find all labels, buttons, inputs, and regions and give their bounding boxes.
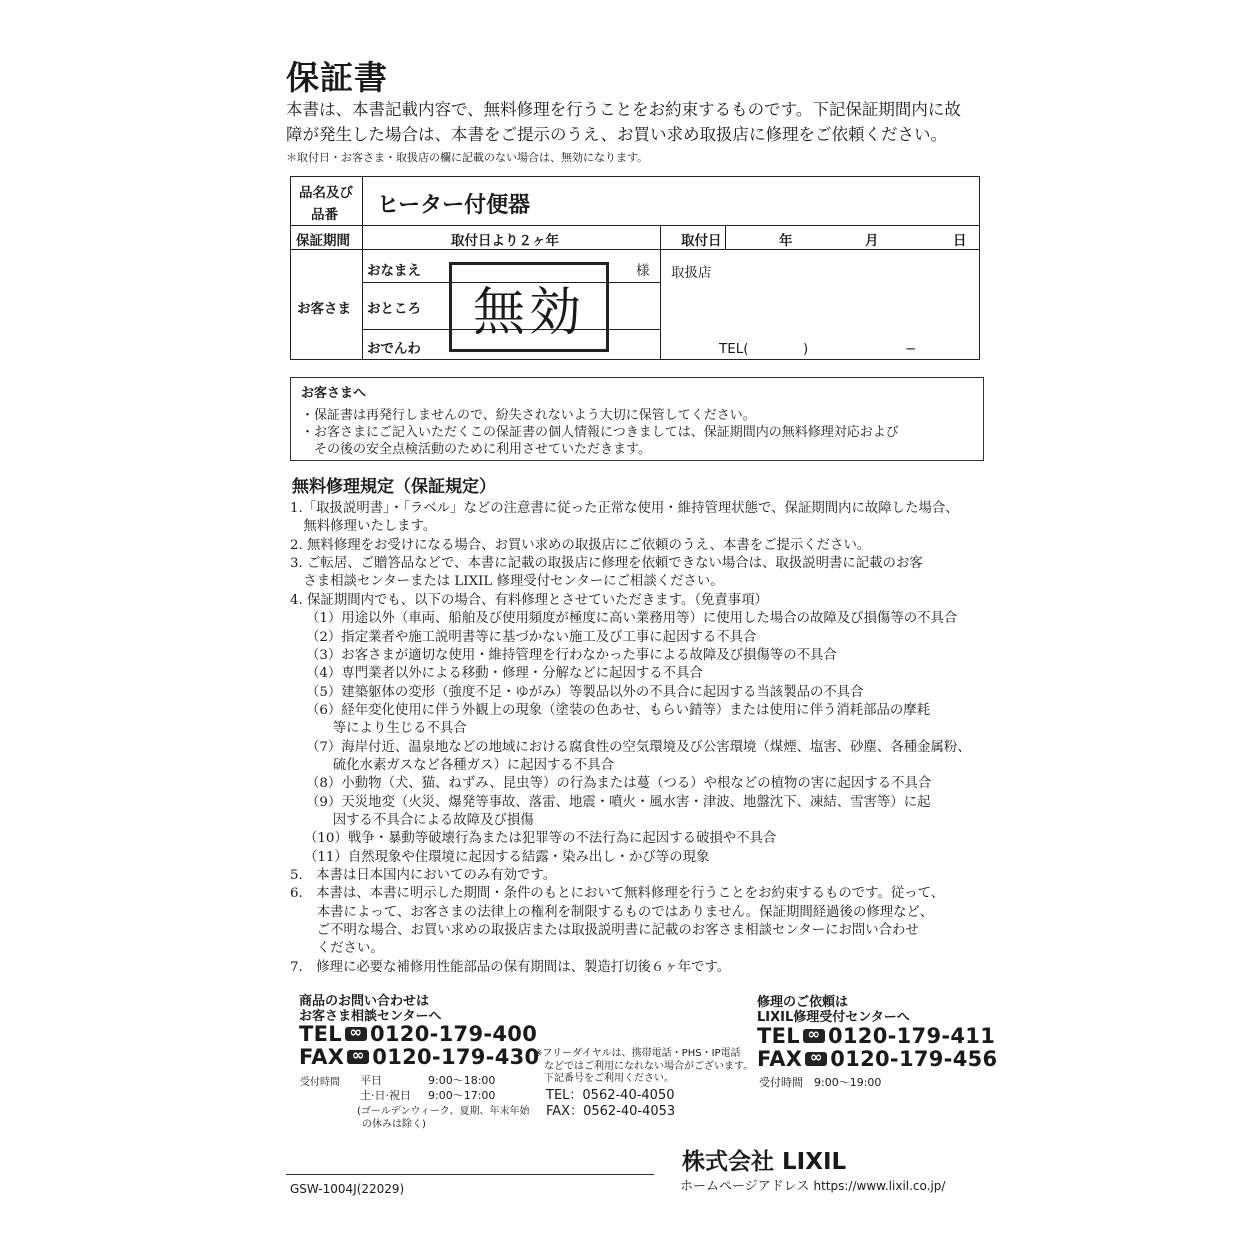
rule-line: （8）小動物（犬、猫、ねずみ、昆虫等）の行為または蔓（つる）や根などの植物の害に起因する不具合 (306, 776, 932, 791)
rule-line: （2）指定業者や施工説明書等に基づかない施工及び工事に起因する不具合 (306, 630, 757, 645)
right-contact-head-1: 修理のご依頼は (757, 995, 849, 1010)
period-value: 取付日より２ヶ年 (451, 233, 559, 249)
rule-line: 4. 保証期間内でも、以下の場合、有料修理とさせていただきます。（免責事項） (290, 593, 768, 608)
rule-line: 無料修理いたします。 (290, 519, 437, 534)
right-fax-line (757, 1047, 997, 1071)
rule-line: （11）自然現象や住環境に起因する結露・染み出し・かび等の現象 (304, 850, 710, 865)
left-fax-number: 0120-179-430 (372, 1045, 540, 1069)
left-tel-line (299, 1022, 537, 1046)
left-weekday: 平日 (360, 1074, 382, 1087)
rule-line: （3）お客さまが適切な使用・維持管理を行わなかった事による故障及び損傷等の不具合 (306, 648, 837, 663)
free-dial-icon (803, 1029, 825, 1043)
rule-line: （10）戦争・暴動等破壊行為または犯罪等の不法行為に起因する破損や不具合 (304, 831, 777, 846)
rule-line: 本書によって、お客さまの法律上の権利を制限するものではありません。保証期間経過後の修理など、 (290, 905, 934, 920)
rule-line: 5. 本書は日本国内においてのみ有効です。 (290, 868, 557, 883)
rule-line: 硫化水素ガスなど各種ガス）に起因する不具合 (306, 758, 614, 773)
intro-line-2: 障が発生した場合は、本書をご提示のうえ、お買い求め取扱店に修理をご依頼ください。 (286, 125, 947, 144)
left-weekend: 土·日·祝日 (360, 1089, 411, 1102)
rule-line: ご不明な場合、お買い求めの取扱店または取扱説明書に記載のお客さま相談センターにお問い合わせ (290, 923, 919, 938)
mid-tel: TEL：0562-40-4050 (546, 1088, 675, 1103)
year-label: 年 (779, 233, 793, 249)
left-fax-line (299, 1045, 539, 1069)
void-stamp: 無効 (449, 262, 609, 352)
right-tel-number: 0120-179-411 (827, 1024, 996, 1048)
left-weekday-hours: 9:00〜18:00 (428, 1074, 496, 1087)
warranty-table (290, 176, 980, 360)
left-holiday-note-2: の休みは除く) (362, 1119, 426, 1130)
dealer-label: 取扱店 (671, 265, 712, 281)
rule-line: （1）用途以外（車両、船舶及び使用頻度が極度に高い業務用等）に使用した場合の故障及び損傷等の不具合 (306, 611, 958, 626)
free-dial-icon (345, 1027, 367, 1041)
dealer-tel-dash: − (905, 341, 917, 357)
rule-line: ください。 (290, 941, 384, 956)
dealer-tel-close: ) (803, 341, 809, 357)
right-fax-label: FAX (757, 1047, 803, 1071)
left-contact-head-1: 商品のお問い合わせは (299, 994, 430, 1009)
homepage-link[interactable]: https://www.lixil.co.jp/ (813, 1179, 946, 1193)
day-label: 日 (953, 233, 967, 249)
notice-line-2: ・お客さまにご記入いただくこの保証書の個人情報につきましては、保証期間内の無料修理対応および (301, 425, 899, 440)
product-label-1: 品名及び (299, 185, 353, 201)
name-label: おなまえ (367, 263, 421, 279)
left-hours-label: 受付時間 (300, 1077, 340, 1088)
rule-line: （5）建築躯体の変形（強度不足・ゆがみ）等製品以外の不具合に起因する当該製品の不具合 (306, 685, 864, 700)
left-fax-label: FAX (299, 1045, 345, 1069)
left-contact-head-2: お客さま相談センターへ (299, 1009, 442, 1024)
rule-line: 2. 無料修理をお受けになる場合、お買い求めの取扱店にご依頼のうえ、本書をご提示ください。 (290, 538, 871, 553)
right-tel-label: TEL (757, 1024, 800, 1048)
rule-line: さま相談センターまたは LIXIL 修理受付センターにご相談ください。 (290, 574, 724, 589)
left-tel-number: 0120-179-400 (369, 1022, 538, 1046)
product-label-2: 品番 (311, 207, 338, 223)
free-dial-icon (347, 1050, 369, 1064)
mid-note-3: 下記番号をご利用ください。 (544, 1073, 674, 1084)
sama-label: 様 (636, 263, 650, 279)
footer-divider (286, 1174, 654, 1175)
right-tel-line (757, 1024, 995, 1048)
notice-heading: お客さまへ (301, 386, 367, 401)
rule-line: （9）天災地変（火災、爆発等事故、落雷、地震・噴火・風水害・津波、地盤沈下、凍結、雪害等）に起 (306, 795, 931, 810)
rule-line: 因する不具合による故障及び損傷 (306, 813, 534, 828)
rule-line: 6. 本書は、本書に明示した期間・条件のもとにおいて無料修理を行うことをお約束するものです。従って、 (290, 886, 945, 901)
rule-line: 等により生じる不具合 (306, 721, 467, 736)
mid-note-2: などではご利用になれない場合がございます。 (544, 1061, 754, 1072)
rule-line: （7）海岸付近、温泉地などの地域における腐食性の空気環境及び公害環境（煤煙、塩害、砂塵、各種金属粉、 (306, 740, 971, 755)
rule-line: （6）経年変化使用に伴う外観上の現象（塗装の色あせ、もらい錆等）または使用に伴う消耗部品の摩耗 (306, 703, 931, 718)
rule-line: 1.「取扱説明書」・「ラベル」などの注意書に従った正常な使用・維持管理状態で、保証期間内に故障した場合、 (290, 501, 959, 516)
phone-label: おでんわ (367, 341, 421, 357)
page-title: 保証書 (286, 58, 388, 97)
dealer-tel-label: TEL( (719, 341, 749, 357)
document-code: GSW-1004J(22029) (290, 1182, 405, 1196)
mid-note-1: ※フリーダイヤルは、携帯電話・PHS・IP電話 (534, 1048, 741, 1059)
homepage-label: ホームページアドレス (680, 1179, 810, 1194)
free-dial-icon (805, 1052, 827, 1066)
left-holiday-note-1: (ゴールデンウィーク、夏期、年末年始 (357, 1106, 530, 1117)
left-tel-label: TEL (299, 1022, 342, 1046)
customer-label: お客さま (297, 301, 351, 317)
right-hours: 受付時間 9:00〜19:00 (759, 1076, 882, 1089)
right-fax-number: 0120-179-456 (830, 1047, 998, 1071)
rule-line: 7. 修理に必要な補修用性能部品の保有期間は、製造打切後６ヶ年です。 (290, 960, 731, 975)
company-name: 株式会社 LIXIL (682, 1149, 847, 1175)
address-label: おところ (367, 301, 421, 317)
period-label: 保証期間 (296, 233, 350, 249)
rule-line: 3. ご転居、ご贈答品などで、本書に記載の取扱店に修理を依頼できない場合は、取扱説明書に記載のお客 (290, 556, 923, 571)
month-label: 月 (865, 233, 879, 249)
intro-line-1: 本書は、本書記載内容で、無料修理を行うことをお約束するものです。下記保証期間内に故 (286, 100, 961, 119)
right-contact-head-2: LIXIL修理受付センターへ (757, 1010, 910, 1025)
invalid-note: ＊取付日・お客さま・取扱店の欄に記載のない場合は、無効になります。 (286, 151, 649, 164)
customer-notice-box (290, 377, 984, 461)
left-weekend-hours: 9:00〜17:00 (428, 1089, 496, 1102)
install-date-label: 取付日 (681, 233, 722, 249)
notice-line-3: その後の安全点検活動のために利用させていただきます。 (301, 442, 651, 457)
rules-title: 無料修理規定（保証規定） (292, 477, 496, 497)
homepage-line (680, 1175, 945, 1194)
notice-line-1: ・保証書は再発行しませんので、紛失されないよう大切に保管してください。 (301, 408, 756, 423)
rule-line: （4）専門業者以外による移動・修理・分解などに起因する不具合 (306, 666, 703, 681)
product-name: ヒーター付便器 (377, 193, 531, 218)
mid-fax: FAX：0562-40-4053 (546, 1104, 676, 1119)
